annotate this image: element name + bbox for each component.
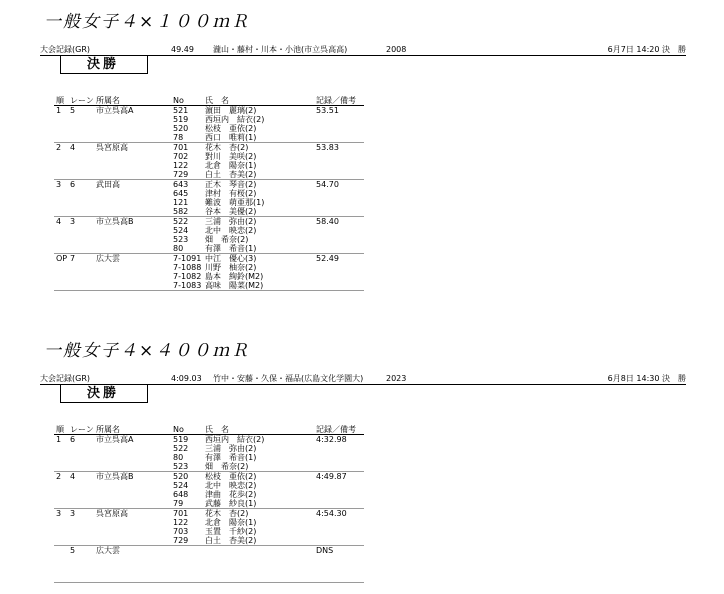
member-name: 濵田 麗璃(2)	[205, 106, 257, 115]
team-lane: 4	[70, 472, 76, 481]
record-holders: 竹中・安藤・久保・福品(広島文化学園大)	[213, 374, 364, 383]
member-name: 津曲 花歩(2)	[205, 490, 257, 499]
meet-record-line	[40, 373, 686, 384]
member-name: 島本 絢鈴(M2)	[205, 272, 264, 281]
team-org: 市立呉高A	[96, 106, 134, 115]
team-row	[54, 180, 364, 217]
member-no: 729	[173, 170, 189, 179]
team-row	[54, 106, 364, 143]
member-name: 津村 有桜(2)	[205, 189, 257, 198]
round-label: 決勝	[60, 56, 148, 74]
team-rank: 1	[56, 435, 62, 444]
team-org: 市立呉高B	[96, 472, 134, 481]
member-no: 7-1088	[173, 263, 202, 272]
col-no: No	[173, 425, 184, 434]
team-org: 広大雲	[96, 254, 120, 263]
member-line	[54, 235, 364, 244]
member-name: 谷本 美優(2)	[205, 207, 257, 216]
team-row	[54, 435, 364, 472]
column-headers	[54, 425, 364, 435]
team-line	[54, 143, 364, 152]
team-record: 54.70	[316, 180, 339, 189]
member-no: 523	[173, 462, 189, 471]
column-headers	[54, 96, 364, 106]
team-line	[54, 509, 364, 518]
member-name: 畑 希奈(2)	[205, 235, 249, 244]
schedule: 6月8日 14:30 決 勝	[607, 374, 686, 383]
team-record: 4:49.87	[316, 472, 347, 481]
team-line	[54, 254, 364, 263]
meet-record-line	[40, 44, 686, 55]
teams-list	[54, 106, 364, 291]
col-rank: 順	[56, 425, 64, 434]
member-name: 西口 唯莉(1)	[205, 133, 257, 142]
member-no: 522	[173, 217, 189, 226]
event-title: 一般女子４×４００ｍＲ	[44, 341, 251, 361]
member-name: 松枝 亜依(2)	[205, 472, 257, 481]
member-no: 701	[173, 143, 189, 152]
teams-list	[54, 435, 364, 583]
team-rank: 3	[56, 180, 62, 189]
team-rank: 3	[56, 509, 62, 518]
member-name: 畑 希奈(2)	[205, 462, 249, 471]
member-line	[54, 564, 364, 573]
col-name: 氏 名	[205, 425, 229, 434]
team-line	[54, 472, 364, 481]
member-name: 高味 陽菜(M2)	[205, 281, 264, 290]
member-line	[54, 124, 364, 133]
member-name: 白土 杏美(2)	[205, 170, 257, 179]
col-no: No	[173, 96, 184, 105]
member-name: 西垣内 結衣(2)	[205, 435, 265, 444]
member-no: 645	[173, 189, 189, 198]
member-line	[54, 536, 364, 545]
member-name: 玉置 千紗(2)	[205, 527, 257, 536]
member-line	[54, 207, 364, 216]
member-line	[54, 226, 364, 235]
team-org: 呉宮原高	[96, 143, 128, 152]
col-record: 記録／備考	[316, 96, 356, 105]
team-rank: 1	[56, 106, 62, 115]
record-label: 大会記録(GR)	[40, 45, 90, 54]
member-line	[54, 444, 364, 453]
member-no: 582	[173, 207, 189, 216]
col-lane: レーン	[70, 425, 94, 434]
member-line	[54, 281, 364, 290]
team-row	[54, 472, 364, 509]
team-org: 武田高	[96, 180, 120, 189]
member-no: 703	[173, 527, 189, 536]
member-name: 難波 萌亜那(1)	[205, 198, 265, 207]
member-name: 花木 杏(2)	[205, 509, 249, 518]
member-no: 122	[173, 161, 189, 170]
record-year: 2008	[386, 45, 407, 54]
member-line	[54, 462, 364, 471]
member-no: 80	[173, 453, 184, 462]
record-holders: 瀧山・藤村・川本・小池(市立呉高高)	[213, 45, 348, 54]
member-name: 有澤 希音(1)	[205, 244, 257, 253]
col-org: 所属名	[96, 96, 120, 105]
member-no: 7-1083	[173, 281, 202, 290]
member-line	[54, 152, 364, 161]
member-line	[54, 527, 364, 536]
results-table	[54, 425, 364, 583]
member-no: 7-1091	[173, 254, 202, 263]
member-no: 523	[173, 235, 189, 244]
member-no: 729	[173, 536, 189, 545]
team-line	[54, 435, 364, 444]
member-name: 有澤 希音(1)	[205, 453, 257, 462]
col-name: 氏 名	[205, 96, 229, 105]
member-line	[54, 490, 364, 499]
team-lane: 4	[70, 143, 76, 152]
member-no: 702	[173, 152, 189, 161]
record-year: 2023	[386, 374, 407, 383]
member-no: 521	[173, 106, 189, 115]
member-line	[54, 198, 364, 207]
member-name: 三浦 弥由(2)	[205, 444, 257, 453]
member-name: 北倉 陽奈(1)	[205, 518, 257, 527]
team-rank: 2	[56, 143, 62, 152]
team-record: 4:54.30	[316, 509, 347, 518]
member-line	[54, 263, 364, 272]
schedule: 6月7日 14:20 決 勝	[607, 45, 686, 54]
member-line	[54, 453, 364, 462]
member-no: 643	[173, 180, 189, 189]
member-no: 7-1082	[173, 272, 202, 281]
team-record: 53.83	[316, 143, 339, 152]
col-org: 所属名	[96, 425, 120, 434]
member-name: 正木 琴音(2)	[205, 180, 257, 189]
team-record: DNS	[316, 546, 334, 555]
member-line	[54, 481, 364, 490]
member-no: 520	[173, 472, 189, 481]
member-name: 川野 柚奈(2)	[205, 263, 257, 272]
event-title: 一般女子４×１００ｍＲ	[44, 12, 251, 32]
team-lane: 7	[70, 254, 76, 263]
member-name: 北中 映恋(2)	[205, 481, 257, 490]
team-lane: 3	[70, 509, 76, 518]
team-rank: OP	[56, 254, 68, 263]
member-name: 西垣内 結衣(2)	[205, 115, 265, 124]
col-rank: 順	[56, 96, 64, 105]
member-no: 121	[173, 198, 189, 207]
team-lane: 3	[70, 217, 76, 226]
member-line	[54, 272, 364, 281]
team-record: 58.40	[316, 217, 339, 226]
team-org: 市立呉高A	[96, 435, 134, 444]
round-label: 決勝	[60, 385, 148, 403]
team-record: 52.49	[316, 254, 339, 263]
team-lane: 6	[70, 435, 76, 444]
member-no: 701	[173, 509, 189, 518]
member-no: 524	[173, 481, 189, 490]
member-no: 522	[173, 444, 189, 453]
member-no: 520	[173, 124, 189, 133]
member-line	[54, 189, 364, 198]
record-label: 大会記録(GR)	[40, 374, 90, 383]
team-org: 呉宮原高	[96, 509, 128, 518]
member-no: 524	[173, 226, 189, 235]
team-line	[54, 217, 364, 226]
member-no: 78	[173, 133, 184, 142]
team-rank: 4	[56, 217, 62, 226]
team-org: 広大雲	[96, 546, 120, 555]
member-no: 122	[173, 518, 189, 527]
team-lane: 5	[70, 106, 76, 115]
member-line	[54, 518, 364, 527]
col-record: 記録／備考	[316, 425, 356, 434]
team-org: 市立呉高B	[96, 217, 134, 226]
member-no: 79	[173, 499, 184, 508]
team-record: 4:32.98	[316, 435, 347, 444]
member-no: 80	[173, 244, 184, 253]
member-line	[54, 161, 364, 170]
member-line	[54, 133, 364, 142]
member-name: 花木 杏(2)	[205, 143, 249, 152]
team-row	[54, 254, 364, 291]
team-row	[54, 143, 364, 180]
team-row	[54, 546, 364, 583]
team-row	[54, 217, 364, 254]
member-name: 中江 優心(3)	[205, 254, 257, 263]
team-line	[54, 180, 364, 189]
team-line	[54, 106, 364, 115]
member-line	[54, 170, 364, 179]
member-no: 648	[173, 490, 189, 499]
member-no: 519	[173, 435, 189, 444]
member-name: 北中 映恋(2)	[205, 226, 257, 235]
member-line	[54, 244, 364, 253]
member-line	[54, 555, 364, 564]
results-table	[54, 96, 364, 291]
team-record: 53.51	[316, 106, 339, 115]
member-name: 北倉 陽奈(1)	[205, 161, 257, 170]
member-name: 松枝 亜依(2)	[205, 124, 257, 133]
team-lane: 6	[70, 180, 76, 189]
record-time: 49.49	[171, 45, 194, 54]
team-lane: 5	[70, 546, 76, 555]
team-rank: 2	[56, 472, 62, 481]
team-row	[54, 509, 364, 546]
record-time: 4:09.03	[171, 374, 202, 383]
member-line	[54, 573, 364, 582]
member-line	[54, 115, 364, 124]
col-lane: レーン	[70, 96, 94, 105]
member-name: 對川 美咲(2)	[205, 152, 257, 161]
member-no: 519	[173, 115, 189, 124]
member-name: 武藤 紗良(1)	[205, 499, 257, 508]
member-name: 三浦 弥由(2)	[205, 217, 257, 226]
team-line	[54, 546, 364, 555]
member-name: 白土 杏美(2)	[205, 536, 257, 545]
member-line	[54, 499, 364, 508]
